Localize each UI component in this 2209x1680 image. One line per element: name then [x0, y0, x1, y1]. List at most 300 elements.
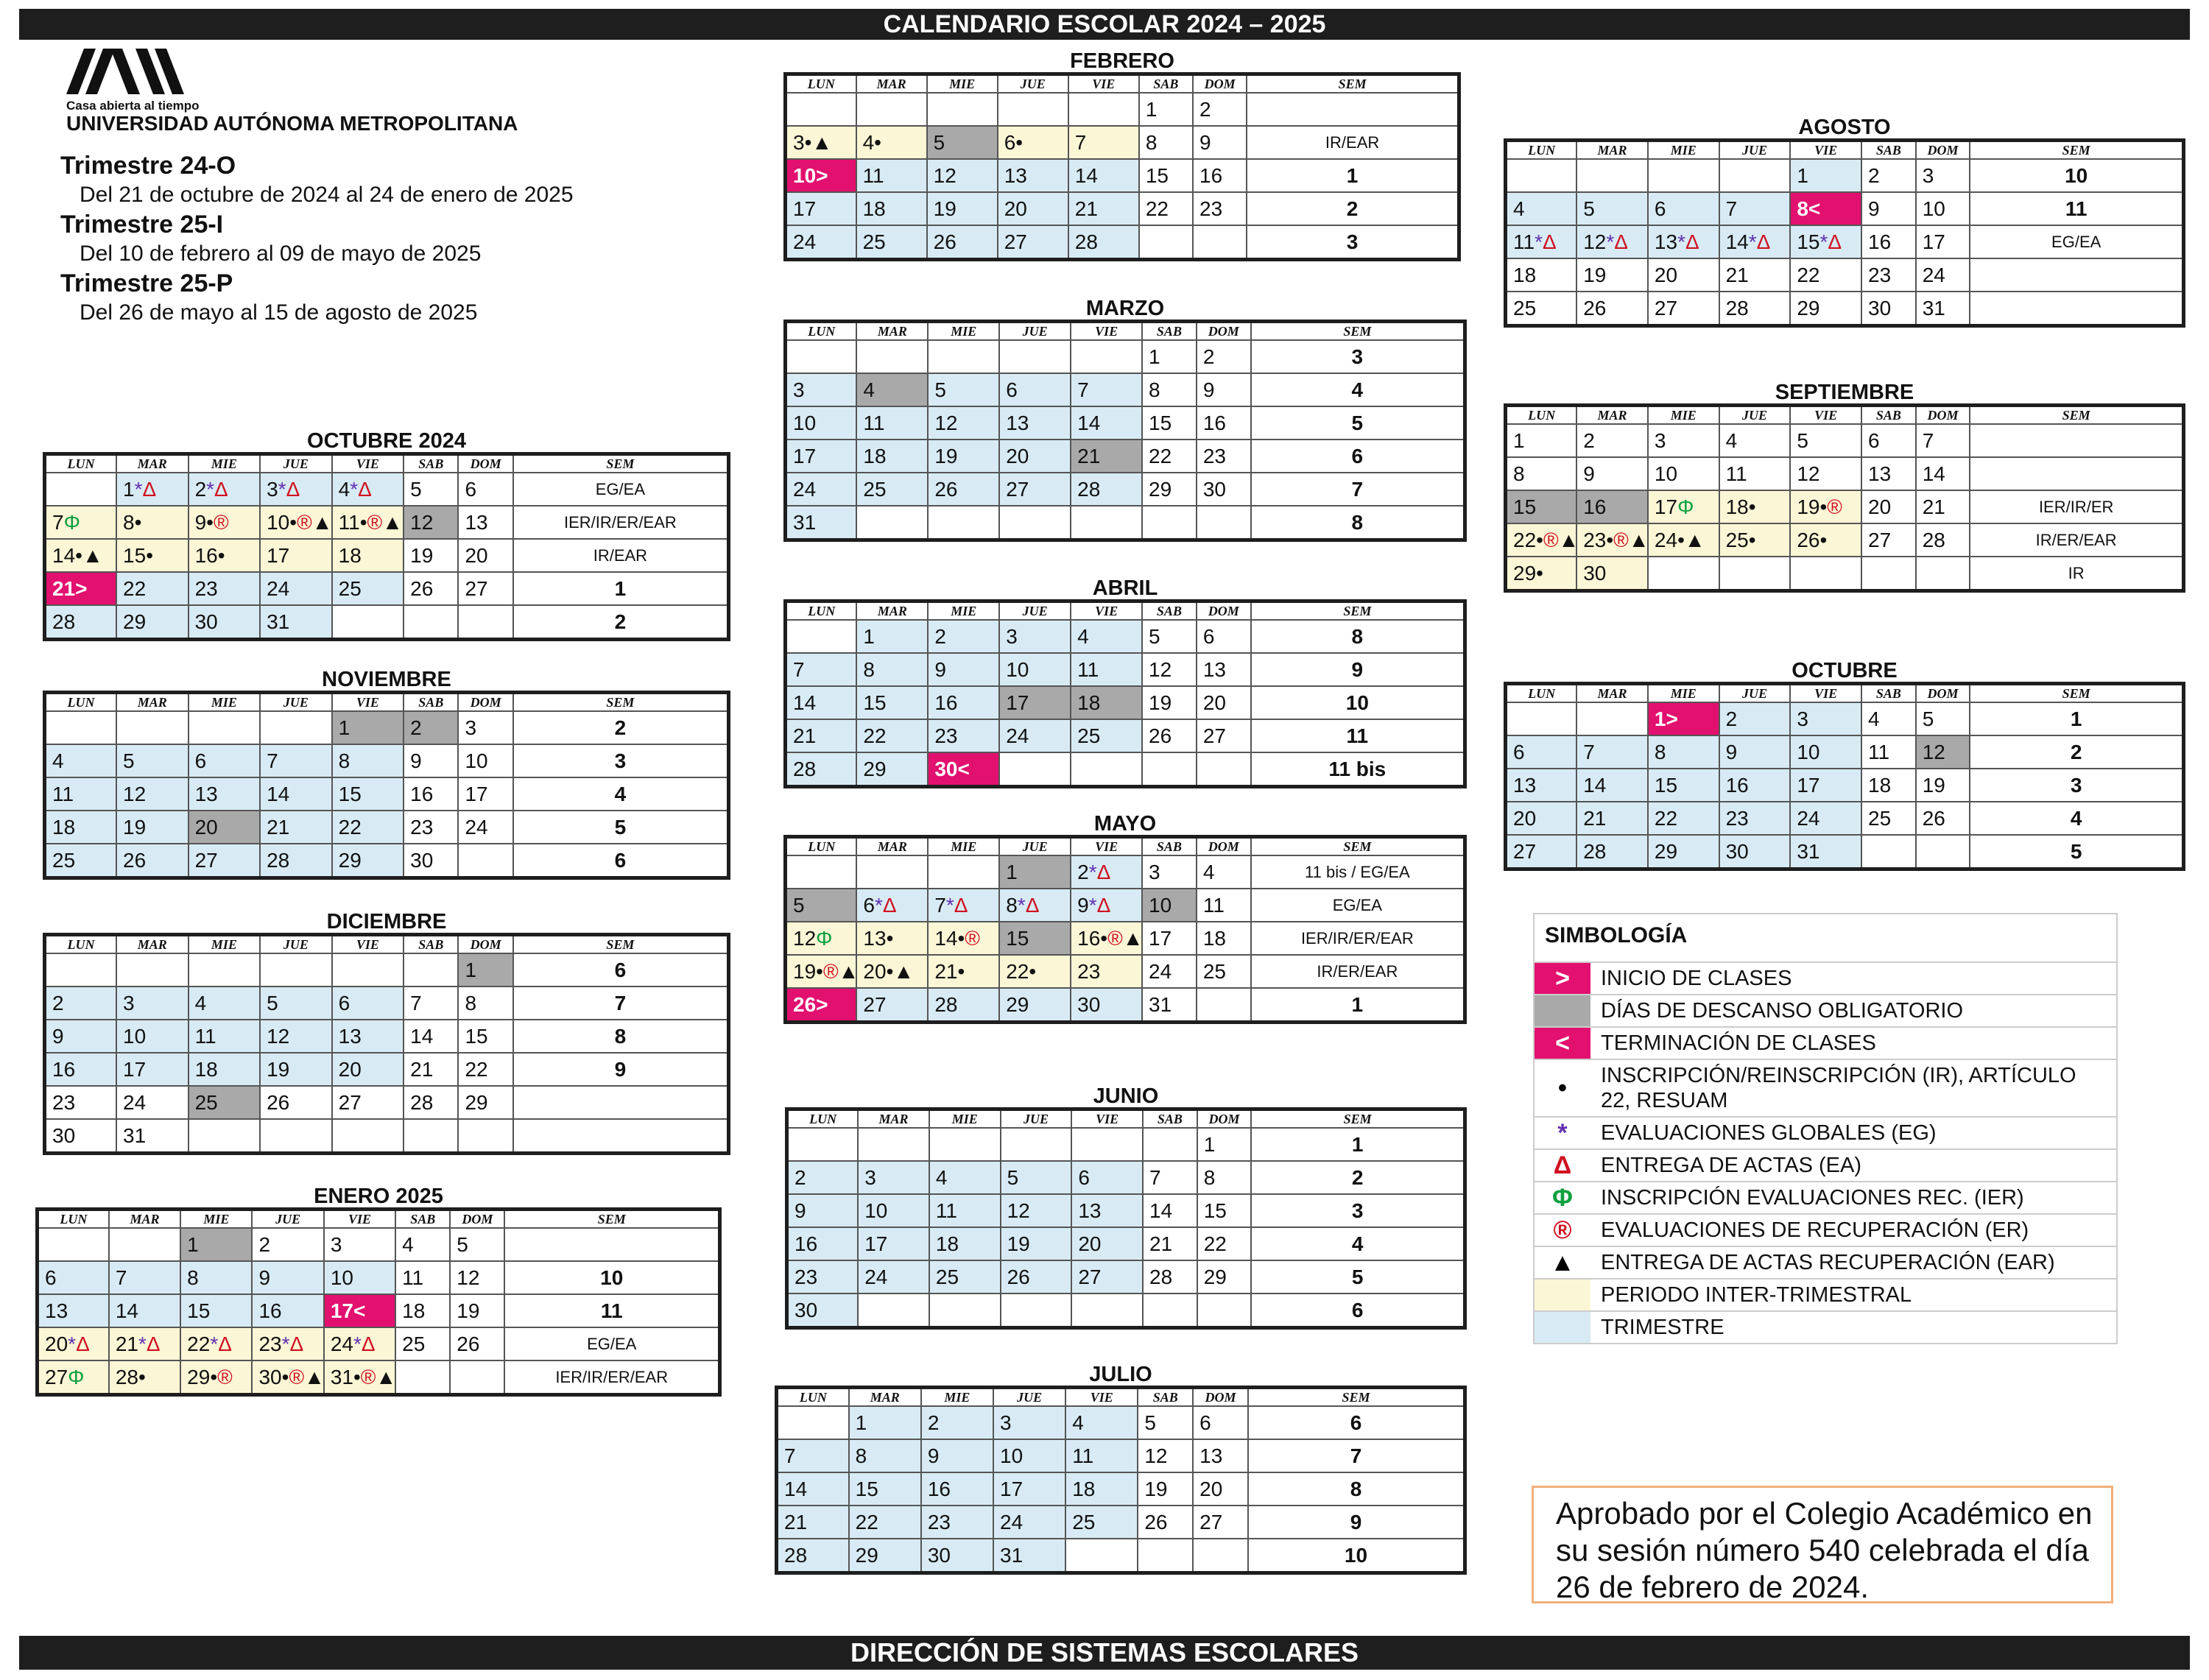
day-cell	[1916, 835, 1970, 869]
day-cell: 13	[1071, 1194, 1143, 1227]
week-row	[38, 1327, 720, 1360]
day-cell	[45, 473, 117, 506]
week-row	[45, 539, 729, 572]
day-cell: 19•®	[1790, 490, 1861, 523]
day-cell: 28	[928, 988, 999, 1023]
weekday-header-row	[777, 1388, 1465, 1407]
day-cell: 2	[252, 1228, 323, 1261]
week-row	[786, 719, 1465, 752]
day-cell: 2	[921, 1406, 993, 1439]
legend-swatch: *	[1535, 1118, 1590, 1148]
legend-label: EVALUACIONES GLOBALES (EG)	[1601, 1121, 1937, 1145]
footer-title: DIRECCIÓN DE SISTEMAS ESCOLARES	[850, 1637, 1359, 1667]
day-cell: 21	[260, 811, 332, 844]
footer-title-bar	[19, 1636, 2190, 1670]
day-cell: 25	[856, 225, 927, 260]
week-number: 6	[1248, 1406, 1465, 1439]
day-cell: 26	[1916, 802, 1970, 835]
day-symbol: ▲	[838, 959, 859, 983]
header-title: CALENDARIO ESCOLAR 2024 – 2025	[883, 10, 1326, 38]
day-symbol: Δ	[289, 1332, 304, 1355]
day-cell: 30	[189, 605, 261, 640]
day-cell: 5	[786, 889, 857, 922]
weekday-header: JUE	[999, 322, 1071, 341]
day-cell: 17	[116, 1053, 189, 1086]
day-symbol: ®	[822, 959, 839, 983]
day-cell: 16	[252, 1294, 323, 1327]
day-cell: 27	[1197, 719, 1251, 752]
weekday-header: LUN	[786, 601, 857, 621]
day-symbol: *	[138, 1332, 147, 1355]
day-cell: 27	[1506, 835, 1577, 869]
day-cell: 16	[45, 1053, 117, 1086]
day-cell: 20	[1193, 1472, 1248, 1506]
day-cell: 6	[1071, 1161, 1143, 1194]
week-row	[787, 1194, 1465, 1227]
day-cell	[1138, 1539, 1193, 1573]
day-cell: 27	[189, 844, 261, 878]
day-cell: 26	[450, 1327, 504, 1360]
day-symbol: >	[75, 576, 88, 600]
legend-item	[1535, 1148, 2116, 1181]
day-cell: 12	[404, 506, 458, 539]
day-cell: 20	[1861, 490, 1916, 523]
day-symbol: *	[278, 477, 286, 501]
weekday-header: DOM	[458, 454, 512, 473]
day-cell	[450, 1360, 504, 1395]
month-marzo	[783, 297, 1467, 542]
day-cell: 12	[1138, 1439, 1193, 1472]
weekday-header-row	[1506, 684, 2184, 703]
day-cell: 12	[1790, 457, 1861, 490]
day-cell	[856, 855, 928, 889]
day-cell: 15	[458, 1020, 512, 1053]
day-cell: 13	[38, 1294, 109, 1327]
day-cell: 12	[450, 1261, 504, 1294]
weekday-header: SEM	[1251, 322, 1465, 341]
day-symbol: •	[289, 510, 297, 534]
day-cell	[404, 953, 458, 987]
day-cell	[189, 711, 261, 744]
month-title: AGOSTO	[1798, 116, 1891, 139]
week-row	[38, 1360, 720, 1395]
day-cell: 3	[1790, 702, 1861, 735]
weekday-header: MIE	[928, 837, 999, 856]
day-cell: 20	[332, 1053, 404, 1086]
day-cell: 15*Δ	[1790, 225, 1861, 258]
day-symbol: Δ	[146, 1332, 161, 1355]
day-cell: 1	[999, 855, 1071, 889]
week-row	[1506, 457, 2184, 490]
day-cell: 6•	[998, 126, 1068, 159]
legend-label: INSCRIPCIÓN EVALUACIONES REC. (IER)	[1601, 1186, 2024, 1210]
day-cell: 26	[1001, 1260, 1072, 1293]
weekday-header: MIE	[1648, 141, 1719, 160]
day-cell: 7	[404, 987, 458, 1020]
week-number: 1	[513, 572, 729, 605]
day-cell: 28	[786, 752, 857, 787]
legend-item	[1535, 1181, 2116, 1213]
month-febrero	[783, 50, 1461, 261]
week-number: IER/IR/ER/EAR	[1251, 922, 1465, 955]
week-row	[1506, 225, 2184, 258]
day-symbol: ▲	[376, 1365, 397, 1388]
day-cell: 4	[1719, 424, 1791, 457]
weekday-header: VIE	[1071, 1109, 1143, 1129]
day-cell: 4	[45, 744, 117, 777]
weekday-header: VIE	[1065, 1388, 1138, 1407]
weekday-header-row	[786, 837, 1465, 856]
day-cell: 13	[998, 159, 1068, 192]
month-octubre-2024	[43, 430, 730, 641]
day-cell	[786, 620, 857, 653]
day-cell: 2	[787, 1161, 859, 1194]
day-cell: 3	[116, 987, 189, 1020]
day-cell: 25	[332, 572, 404, 605]
day-cell: 10	[458, 744, 512, 777]
weekday-header: DOM	[1197, 601, 1251, 621]
day-symbol: •	[217, 543, 225, 567]
weekday-header: LUN	[45, 454, 117, 473]
month-title: JULIO	[1089, 1363, 1152, 1386]
day-cell: 25	[1065, 1506, 1138, 1539]
day-symbol: *	[1748, 230, 1757, 253]
day-cell: 4	[1861, 702, 1916, 735]
day-cell: 18	[1861, 769, 1916, 802]
day-cell: 2	[404, 711, 458, 744]
day-cell: 23	[787, 1260, 859, 1293]
day-cell: 18	[1506, 258, 1577, 292]
day-cell: 8	[1139, 126, 1193, 159]
weekday-header: SEM	[1251, 837, 1465, 856]
weekday-header: SEM	[504, 1210, 719, 1229]
day-cell: 11	[1719, 457, 1791, 490]
day-symbol: Φ	[1677, 495, 1694, 518]
trimester-dates: Del 26 de mayo al 15 de agosto de 2025	[80, 300, 478, 325]
month-title: NOVIEMBRE	[322, 668, 451, 691]
day-cell: 7	[777, 1439, 849, 1472]
day-cell: 23	[921, 1506, 993, 1539]
day-cell: 20	[999, 440, 1071, 473]
day-cell: 26	[404, 572, 458, 605]
day-cell	[116, 953, 189, 987]
month-title: MAYO	[1093, 812, 1157, 836]
week-number: 7	[513, 987, 729, 1020]
legend-item	[1535, 1213, 2116, 1246]
week-number: 8	[1251, 620, 1465, 653]
day-cell: 7	[1719, 192, 1791, 225]
day-cell: 12	[928, 406, 999, 440]
day-cell	[786, 340, 857, 373]
week-row	[787, 1128, 1465, 1161]
day-symbol: •	[134, 510, 142, 534]
day-cell: 18	[1071, 686, 1142, 719]
week-number: IR/EAR	[1247, 126, 1459, 159]
day-cell	[1861, 557, 1916, 591]
week-number	[504, 1228, 719, 1261]
day-cell: 5	[928, 373, 999, 406]
week-number: IR	[1970, 557, 2183, 591]
day-cell	[998, 93, 1068, 126]
day-cell	[1065, 1539, 1138, 1573]
legend-label: TERMINACIÓN DE CLASES	[1601, 1031, 1876, 1055]
legend-item	[1535, 1310, 2116, 1343]
week-row	[786, 889, 1465, 922]
weekday-header: MIE	[928, 322, 999, 341]
weekday-header-row	[45, 454, 729, 473]
day-cell: 10	[1790, 735, 1861, 769]
day-cell: 28	[1143, 1260, 1197, 1293]
day-cell: 26	[927, 225, 998, 260]
day-symbol: •	[816, 959, 823, 983]
day-cell: 22•	[999, 955, 1071, 988]
legend-title: SIMBOLOGÍA	[1545, 923, 1688, 947]
week-number: 2	[1970, 735, 2183, 769]
weekday-header: JUE	[999, 601, 1071, 621]
week-number	[513, 1119, 729, 1154]
day-cell: 2	[1861, 159, 1916, 192]
day-cell: 10	[993, 1439, 1065, 1472]
day-cell: 15	[856, 686, 928, 719]
week-row	[786, 440, 1465, 473]
day-cell: 18	[1065, 1472, 1138, 1506]
day-cell: 23*Δ	[252, 1327, 323, 1360]
day-cell	[404, 1119, 458, 1154]
legend-label: TRIMESTRE	[1601, 1316, 1724, 1339]
weekday-header: VIE	[1068, 74, 1139, 93]
day-cell: 7	[260, 744, 332, 777]
weekday-header: LUN	[777, 1388, 849, 1407]
weekday-header: MAR	[1576, 406, 1648, 425]
day-cell: 19	[260, 1053, 332, 1086]
day-cell: 17	[260, 539, 332, 572]
day-cell	[458, 605, 512, 640]
legend-swatch: •	[1535, 1060, 1590, 1116]
week-number: 4	[513, 777, 729, 811]
day-cell: 26	[1576, 292, 1648, 326]
day-symbol: *	[1088, 860, 1097, 883]
weekday-header: SEM	[1970, 141, 2183, 160]
day-cell: 19	[1001, 1227, 1072, 1260]
day-cell: 13	[1193, 1439, 1248, 1472]
week-number: 10	[1248, 1539, 1465, 1573]
week-number: 1	[1970, 702, 2183, 735]
week-row	[1506, 735, 2184, 769]
day-cell: 20*Δ	[38, 1327, 109, 1360]
week-row	[45, 605, 729, 640]
day-cell	[858, 1293, 929, 1328]
month-septiembre	[1504, 381, 2185, 593]
day-cell: 27	[999, 473, 1071, 506]
trimester-name: Trimestre 25-P	[60, 269, 233, 297]
day-symbol: •	[353, 1365, 361, 1388]
week-number: 6	[1251, 440, 1465, 473]
day-cell: 1	[1142, 340, 1197, 373]
day-cell: 25	[45, 844, 117, 878]
day-cell: 21	[1071, 440, 1142, 473]
weekday-header: SAB	[1861, 141, 1916, 160]
day-symbol: *	[1677, 230, 1685, 253]
day-symbol: •	[874, 130, 881, 154]
day-cell: 15	[1506, 490, 1577, 523]
week-row	[786, 955, 1465, 988]
day-cell: 31	[1790, 835, 1861, 869]
header-title-bar	[19, 9, 2190, 40]
day-cell: 1	[856, 620, 928, 653]
week-number: 2	[513, 605, 729, 640]
day-cell: 16	[921, 1472, 993, 1506]
day-cell: 11	[929, 1194, 1001, 1227]
day-cell	[116, 711, 189, 744]
day-cell: 23	[1719, 802, 1791, 835]
weekday-header: JUE	[260, 454, 332, 473]
weekday-header-row	[1506, 141, 2184, 160]
day-cell: 8	[332, 744, 404, 777]
day-cell: 19	[1142, 686, 1197, 719]
week-number: 6	[513, 844, 729, 878]
day-symbol: Δ	[1096, 893, 1111, 917]
day-cell: 5	[1790, 424, 1861, 457]
weekday-header: SAB	[1143, 1109, 1197, 1129]
month-title: DICIEMBRE	[326, 910, 447, 933]
month-title: FEBRERO	[1070, 49, 1174, 73]
day-cell	[1506, 159, 1577, 192]
day-cell: 16	[1197, 406, 1251, 440]
legend-label: DÍAS DE DESCANSO OBLIGATORIO	[1601, 999, 1964, 1023]
day-cell: 27	[1861, 523, 1916, 557]
day-cell: 22	[1648, 802, 1719, 835]
weekday-header: SEM	[1248, 1388, 1465, 1407]
day-cell: 25	[189, 1086, 261, 1119]
day-symbol: •	[957, 959, 965, 983]
weekday-header: MAR	[116, 454, 189, 473]
weekday-header: LUN	[786, 322, 857, 341]
weekday-header: SAB	[1861, 406, 1916, 425]
day-cell	[1001, 1293, 1072, 1328]
week-number: EG/EA	[504, 1327, 719, 1360]
day-cell: 13	[1197, 653, 1251, 686]
week-row	[1506, 557, 2184, 591]
day-symbol: Δ	[76, 1332, 90, 1355]
week-number: 3	[1970, 769, 2183, 802]
day-cell: 29	[999, 988, 1071, 1023]
weekday-header: VIE	[1790, 684, 1861, 703]
day-cell: 18	[332, 539, 404, 572]
logo-tagline: Casa abierta al tiempo	[66, 99, 200, 113]
day-cell: 13•	[856, 922, 928, 955]
weekday-header: LUN	[787, 1109, 859, 1129]
week-number: 4	[1251, 1227, 1465, 1260]
week-row	[786, 988, 1465, 1023]
month-table	[43, 691, 730, 880]
week-number: 11 bis	[1251, 752, 1465, 787]
day-cell: 5	[1138, 1406, 1193, 1439]
day-cell: 12	[927, 159, 998, 192]
legend-symbology	[1533, 913, 2118, 1344]
day-symbol: •	[1536, 561, 1543, 585]
week-number: 2	[1251, 1161, 1465, 1194]
day-cell: 22	[849, 1506, 921, 1539]
weekday-header-row	[45, 935, 729, 954]
day-cell: 13	[1861, 457, 1916, 490]
day-cell	[1719, 159, 1791, 192]
day-cell: 2	[1193, 93, 1247, 126]
weekday-header: SEM	[1970, 684, 2183, 703]
week-number: IR/ER/EAR	[1970, 523, 2183, 557]
day-cell: 14•▲	[45, 539, 117, 572]
week-number	[1970, 258, 2183, 292]
day-cell: 15	[332, 777, 404, 811]
legend-label: ENTREGA DE ACTAS RECUPERACIÓN (EAR)	[1601, 1251, 2055, 1274]
day-cell: 17	[1790, 769, 1861, 802]
day-cell: 1*Δ	[116, 473, 189, 506]
week-row	[786, 406, 1465, 440]
day-cell	[999, 506, 1071, 540]
day-cell: 22	[1197, 1227, 1252, 1260]
day-cell: 14•®	[928, 922, 999, 955]
weekday-header-row	[786, 601, 1465, 621]
week-number: 5	[1970, 835, 2183, 869]
week-row	[786, 653, 1465, 686]
day-cell	[1143, 1293, 1197, 1328]
day-cell: 7	[109, 1261, 180, 1294]
day-symbol: •	[1748, 495, 1756, 518]
day-cell: 27	[1648, 292, 1719, 326]
weekday-header: MIE	[1648, 684, 1719, 703]
week-row	[786, 192, 1459, 225]
day-symbol: ®	[965, 926, 980, 950]
month-enero-2025	[35, 1185, 722, 1397]
day-cell	[1790, 557, 1861, 591]
day-cell: 9	[1719, 735, 1791, 769]
week-row	[786, 686, 1465, 719]
week-number: 4	[1970, 802, 2183, 835]
day-cell: 19	[1138, 1472, 1193, 1506]
day-symbol: *	[1017, 893, 1026, 917]
day-cell: 11	[395, 1261, 450, 1294]
day-cell	[1197, 988, 1251, 1023]
day-cell: 5	[1916, 702, 1970, 735]
day-cell: 7Φ	[45, 506, 117, 539]
weekday-header: MAR	[109, 1210, 180, 1229]
day-symbol: Δ	[214, 477, 228, 501]
legend-label: PERIODO INTER-TRIMESTRAL	[1601, 1283, 1912, 1307]
week-row	[45, 1020, 729, 1053]
day-cell: 29	[1142, 473, 1197, 506]
day-cell: 9	[252, 1261, 323, 1294]
day-cell: 10	[1916, 192, 1970, 225]
day-symbol: •	[1536, 528, 1543, 551]
day-cell: 19	[928, 440, 999, 473]
legend-item	[1535, 961, 2116, 994]
month-table	[783, 72, 1461, 261]
day-cell: 23	[1197, 440, 1251, 473]
day-cell: 17	[458, 777, 512, 811]
day-symbol: ▲	[811, 130, 833, 154]
day-cell: 31	[1142, 988, 1197, 1023]
weekday-header-row	[1506, 406, 2184, 425]
day-cell: 25	[395, 1327, 450, 1360]
day-cell: 26>	[786, 988, 857, 1023]
day-symbol: >	[1666, 707, 1678, 730]
week-number: 1	[1251, 1128, 1465, 1161]
day-cell: 15	[1197, 1194, 1252, 1227]
day-cell: 22	[1139, 192, 1193, 225]
weekday-header-row	[787, 1109, 1465, 1129]
day-cell: 17	[999, 686, 1071, 719]
day-cell	[1071, 506, 1142, 540]
week-row	[1506, 702, 2184, 735]
